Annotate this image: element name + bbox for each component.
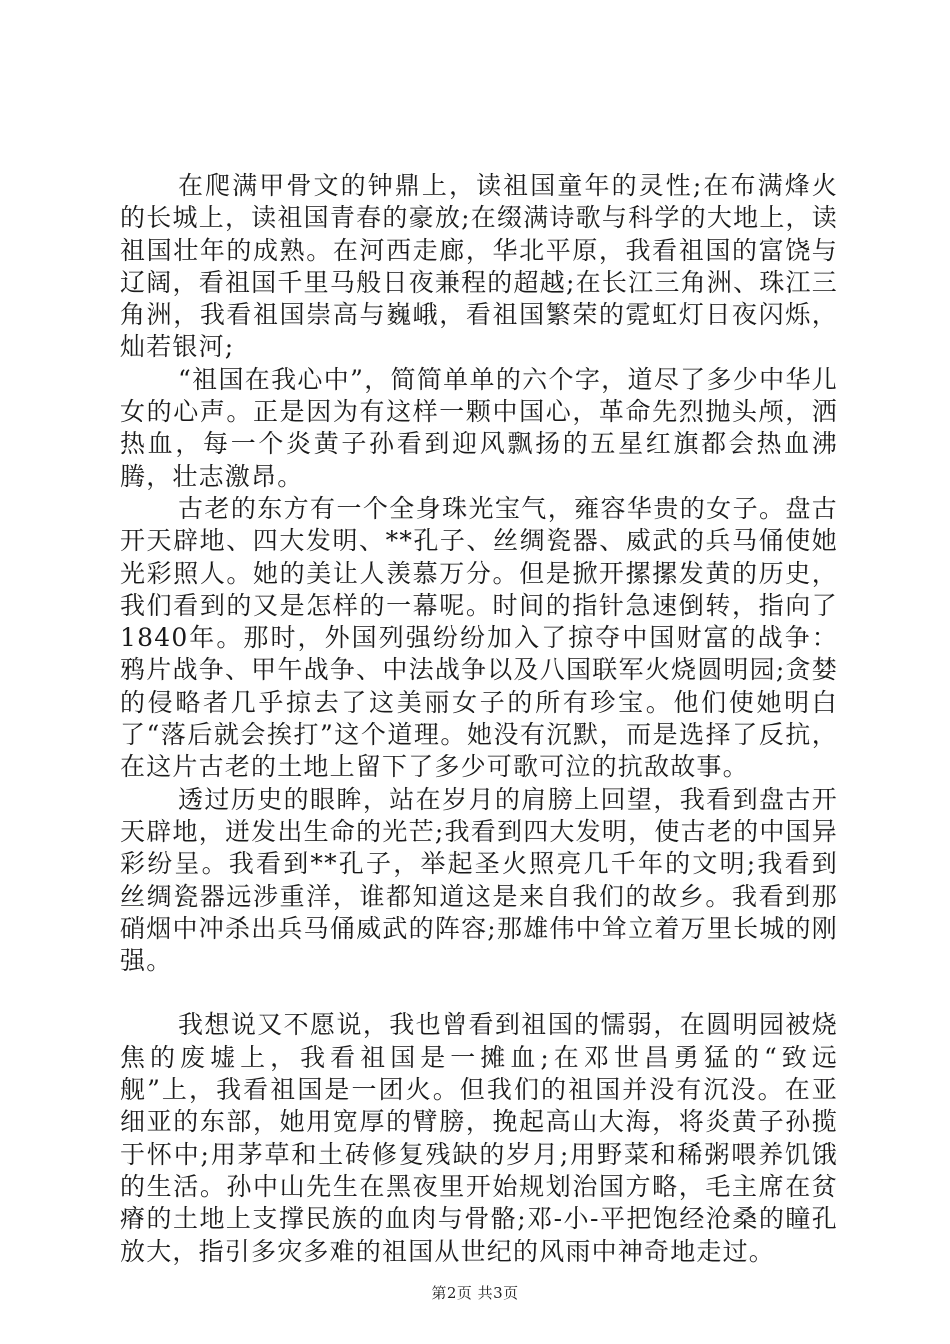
paragraph-2: “祖国在我心中”，简简单单的六个字，道尽了多少中华儿女的心声。正是因为有这样一颗中国心，革命先烈抛头颅，洒热血，每一个炎黄子孙看到迎风飘扬的五星红旗都会热血沸腾，壮志激昂。 [120,364,838,491]
paragraph-3: 古老的东方有一个全身珠光宝气，雍容华贵的女子。盘古开天辟地、四大发明、**孔子、丝绸瓷器、威武的兵马俑使她光彩照人。她的美让人羡慕万分。但是掀开摞摞发黄的历史，我们看到的又是怎样的一幕呢。时间的指针急速倒转，指向了1840年。那时，外国列强纷纷加入了掠夺中国财富的战争：鸦片战争、甲午战争、中法战争以及八国联军火烧圆明园;贪婪的侵略者几乎掠去了这美丽女子的所有珍宝。他们使她明白了“落后就会挨打”这个道理。她没有沉默，而是选择了反抗，在这片古老的土地上留下了多少可歌可泣的抗敌故事。 [120,493,838,782]
paragraph-1: 在爬满甲骨文的钟鼎上，读祖国童年的灵性;在布满烽火的长城上，读祖国青春的豪放;在缀满诗歌与科学的大地上，读祖国壮年的成熟。在河西走廊，华北平原，我看祖国的富饶与辽阔，看祖国千里马般日夜兼程的超越;在长江三角洲、珠江三角洲，我看祖国崇高与巍峨，看祖国繁荣的霓虹灯日夜闪烁，灿若银河; [120,171,838,362]
paragraph-4: 透过历史的眼眸，站在岁月的肩膀上回望，我看到盘古开天辟地，迸发出生命的光芒;我看到四大发明，使古老的中国异彩纷呈。我看到**孔子，举起圣火照亮几千年的文明;我看到丝绸瓷器远涉重洋，谁都知道这是来自我们的故乡。我看到那硝烟中冲杀出兵马俑威武的阵容;那雄伟中耸立着万里长城的刚强。 [120,784,838,976]
document-body [120,170,838,1268]
paragraph-5: 我想说又不愿说，我也曾看到祖国的懦弱，在圆明园被烧焦的废墟上，我看祖国是一摊血;在邓世昌勇猛的“致远舰”上，我看祖国是一团火。但我们的祖国并没有沉没。在亚细亚的东部，她用宽厚的臂膀，挽起高山大海，将炎黄子孙揽于怀中;用茅草和土砖修复残缺的岁月;用野菜和稀粥喂养饥饿的生活。孙中山先生在黑夜里开始规划治国方略，毛主席在贫瘠的土地上支撑民族的血肉与骨骼;邓-小-平把饱经沧桑的瞳孔放大，指引多灾多难的祖国从世纪的风雨中神奇地走过。 [120,1010,838,1266]
page-number-footer: 第2页 共3页 [431,1284,519,1302]
